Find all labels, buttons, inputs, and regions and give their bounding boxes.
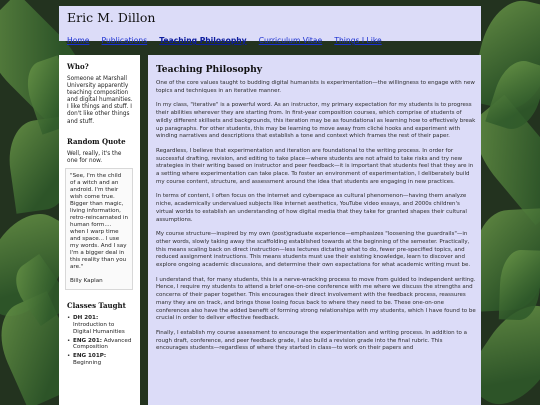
page-title: Teaching Philosophy [156,64,263,75]
paragraph: I understand that, for many students, this is a nerve-wracking process to move from guided to independent writing. Hence, I require my students to attend a brief one-on-one conference with me where we discuss the strengths and concerns of their paper together. This encourages their direct involvement with the feedback process, reassures many they are on track, and brings those losing focus back to where they need to be. These one-on-one conferences also have the added benefit of forming strong relationships with my students, which I have found to be crucial in order to deliver effective feedback. [156,276,476,322]
quote-section [67,137,133,290]
quote-heading: Random Quote [67,136,126,146]
class-code: DH 201: [73,314,99,321]
class-code: ENG 201: [73,337,102,344]
who-heading: Who? [67,62,89,71]
class-code: ENG 101P: [73,353,107,360]
nav-curriculum-vitae[interactable]: Curriculum Vitae [258,36,323,45]
paragraph: Finally, I establish my course assessment to encourage the experimentation and writing process. In addition to a rough draft, conference, and peer feedback grade, I also build a revision grade into the final rubric. This encourages students—regardless of where they started in class—to work on their papers and [156,329,467,352]
class-name: Beginning [73,360,102,367]
paragraph: In terms of content, I often focus on the internet and cyberspace as cultural phenomenon—having them analyze niche, academically undervalued subjects like internet aesthetics, YouTube video essays, and 2000s children's virtual worlds to establish an understanding of how digital media that they take for granted shapes their cultural assumptions. [156,193,467,223]
nav-home[interactable]: Home [67,36,90,45]
nav-things-i-like[interactable]: Things I Like [334,36,382,45]
class-item [67,315,133,336]
site-header [59,6,481,45]
page-container [59,6,481,405]
paragraph: Regardless, I believe that experimentation and iteration are foundational to the writing process. In order for successful drafting, revision, and editing to take place—where students are not afraid to take risks and try new strategies in their writing based on instructor and peer feedback—it is important that students feel that they are in a setting where experimentation can take place. To foster an environment of experimentation, I deliberately build my course content, structure, and assessment around the idea that students are engaging in new practices. [156,147,474,185]
content-columns [59,55,481,405]
who-text: Someone at Marshall University apparently teaching composition and digital humanities. I like things and stuff. I don't like other things and stuff. [67,76,133,125]
paragraph: My course structure—inspired by my own (post)graduate experience—emphasizes "loosening the guardrails"—in other words, slowly taking away the scaffolding established towards at the beginning of the semester. Practically, this means scaling back on direct instruction—less lectures dictating what to do, fewer pre-specified topics, and reduced assignment instructions. This means students must use their existing knowledge, learn to discover and explore ongoing academic discussions, and determine their own expectations for what academic writing must be. [156,231,471,269]
who-section [67,62,133,126]
main-content [148,55,481,405]
main-nav [67,28,473,47]
class-item [67,353,133,367]
paragraph: In my class, "iterative" is a powerful word. As an instructor, my primary expectation for my students is to progress their abilities wherever they are starting from. In first-year composition courses, which comprise of students of wildly different skillsets and backgrounds, this iteration may be as foundational as learning how to effectively break up paragraphs. For other students, this may be learning to move away from cliché hooks and experiment with winding narratives and descriptions that establish a tone and context which frames the rest of their paper. [156,102,476,140]
site-title: Eric M. Dillon [67,10,156,25]
quote-text: "See, I'm the child of a witch and an android. I'm their wish come true. Bigger than magic, living information, retro-reincarnated in human form.... when I warp time and space... I use my words. And I say I'm a bigger deal in this reality than you are." [70,172,128,270]
quote-intro: Well, really, it's the one for now. [67,150,122,164]
class-name: Introduction to Digital Humanities [73,321,125,335]
nav-publications[interactable]: Publications [101,36,148,45]
quote-box [65,168,133,290]
nav-teaching-philosophy[interactable]: Teaching Philosophy [159,36,247,45]
classes-section [67,301,133,367]
sidebar [59,55,140,405]
quote-author: Billy Kaplan [70,277,103,284]
classes-list [67,315,133,367]
classes-heading: Classes Taught [67,300,126,310]
paragraph: One of the core values taught to budding digital humanists is experimentation—the willingness to engage with new topics and techniques in an iterative manner. [156,80,475,94]
class-name: Advanced Composition [73,337,132,351]
class-item [67,338,133,352]
